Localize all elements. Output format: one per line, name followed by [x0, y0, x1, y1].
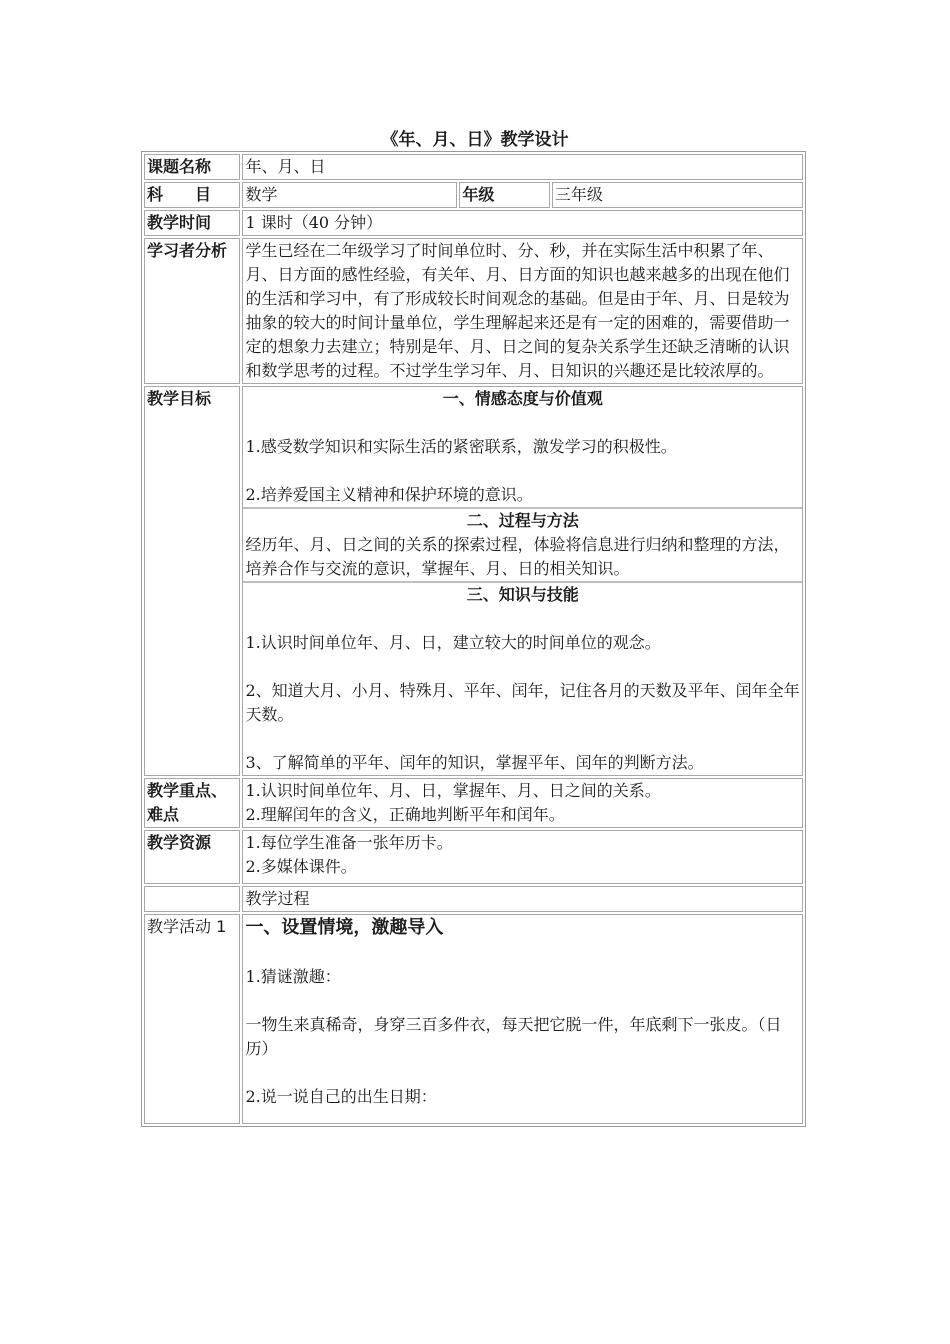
- goals-section-attitude: [243, 387, 802, 509]
- document-title: 《年、月、日》教学设计: [381, 130, 569, 150]
- label-duration: 教学时间: [144, 210, 240, 236]
- lesson-plan-table: [141, 151, 806, 1127]
- activity-1-heading: 一、设置情境，激趣导入: [245, 917, 444, 938]
- activity-1-item-1: 1.猜谜激趣：: [245, 967, 341, 986]
- label-grade: 年级: [459, 182, 549, 208]
- row-key-points: [144, 778, 803, 828]
- value-key-points: [242, 778, 803, 828]
- goals-section-process: [243, 509, 802, 583]
- value-subject: 数学: [242, 182, 457, 208]
- value-goals: [242, 386, 803, 776]
- value-process: 教学过程: [242, 886, 803, 912]
- key-point-1: 1.认识时间单位年、月、日，掌握年、月、日之间的关系。: [245, 781, 661, 800]
- label-subject: 科 目: [144, 182, 240, 208]
- goals-section-3-item-1: 1.认识时间单位年、月、日，建立较大的时间单位的观念。: [245, 633, 661, 652]
- label-activity-1: 教学活动 1: [144, 914, 240, 1124]
- goals-section-3-title: 三、知识与技能: [466, 585, 579, 604]
- row-learner: [144, 238, 803, 384]
- row-goals: [144, 386, 803, 776]
- value-resources: [242, 830, 803, 884]
- value-learner: 学生已经在二年级学习了时间单位时、分、秒，并在实际生活中积累了年、月、日方面的感性经验，有关年、月、日方面的知识也越来越多的出现在他们的生活和学习中，有了形成较长时间观念的基础。但是由于年、月、日是较为抽象的较大的时间计量单位，学生理解起来还是有一定的困难的，需要借助一定的想象力去建立；特别是年、月、日之间的复杂关系学生还缺乏清晰的认识和数学思考的过程。不过学生学习年、月、日知识的兴趣还是比较浓厚的。: [242, 238, 803, 384]
- value-grade: 三年级: [552, 182, 803, 208]
- goals-section-1-title: 一、情感态度与价值观: [442, 389, 603, 408]
- goals-section-2-text: 经历年、月、日之间的关系的探索过程，体验将信息进行归纳和整理的方法，培养合作与交流的意识，掌握年、月、日的相关知识。: [245, 535, 790, 578]
- label-process: [144, 886, 240, 912]
- row-subject: [144, 182, 803, 208]
- goals-section-1-item-1: 1.感受数学知识和实际生活的紧密联系，激发学习的积极性。: [245, 437, 677, 456]
- key-point-2: 2.理解闰年的含义，正确地判断平年和闰年。: [245, 805, 565, 824]
- goals-section-3-item-3: 3、了解简单的平年、闰年的知识，掌握平年、闰年的判断方法。: [245, 753, 704, 772]
- label-resources: 教学资源: [144, 830, 240, 884]
- activity-1-riddle: 一物生来真稀奇，身穿三百多件衣，每天把它脱一件，年底剩下一张皮。（日历）: [245, 1015, 782, 1058]
- row-process: [144, 886, 803, 912]
- label-key-points: 教学重点、难点: [144, 778, 240, 828]
- goals-section-skills: [243, 583, 802, 775]
- goals-section-1-item-2: 2.培养爱国主义精神和保护环境的意识。: [245, 485, 533, 504]
- goals-section-3-item-2: 2、知道大月、小月、特殊月、平年、闰年，记住各月的天数及平年、闰年全年天数。: [245, 681, 800, 724]
- activity-1-item-2: 2.说一说自己的出生日期：: [245, 1087, 437, 1106]
- value-duration: 1 课时（40 分钟）: [242, 210, 803, 236]
- value-topic: 年、月、日: [242, 154, 803, 180]
- resource-1: 1.每位学生准备一张年历卡。: [245, 833, 453, 852]
- row-activity-1: [144, 914, 803, 1124]
- label-learner: 学习者分析: [144, 238, 240, 384]
- resource-2: 2.多媒体课件。: [245, 857, 357, 876]
- value-activity-1: [242, 914, 803, 1124]
- row-topic: [144, 154, 803, 180]
- goals-section-2-title: 二、过程与方法: [466, 511, 579, 530]
- label-goals: 教学目标: [144, 386, 240, 776]
- row-resources: [144, 830, 803, 884]
- label-topic: 课题名称: [144, 154, 240, 180]
- row-duration: [144, 210, 803, 236]
